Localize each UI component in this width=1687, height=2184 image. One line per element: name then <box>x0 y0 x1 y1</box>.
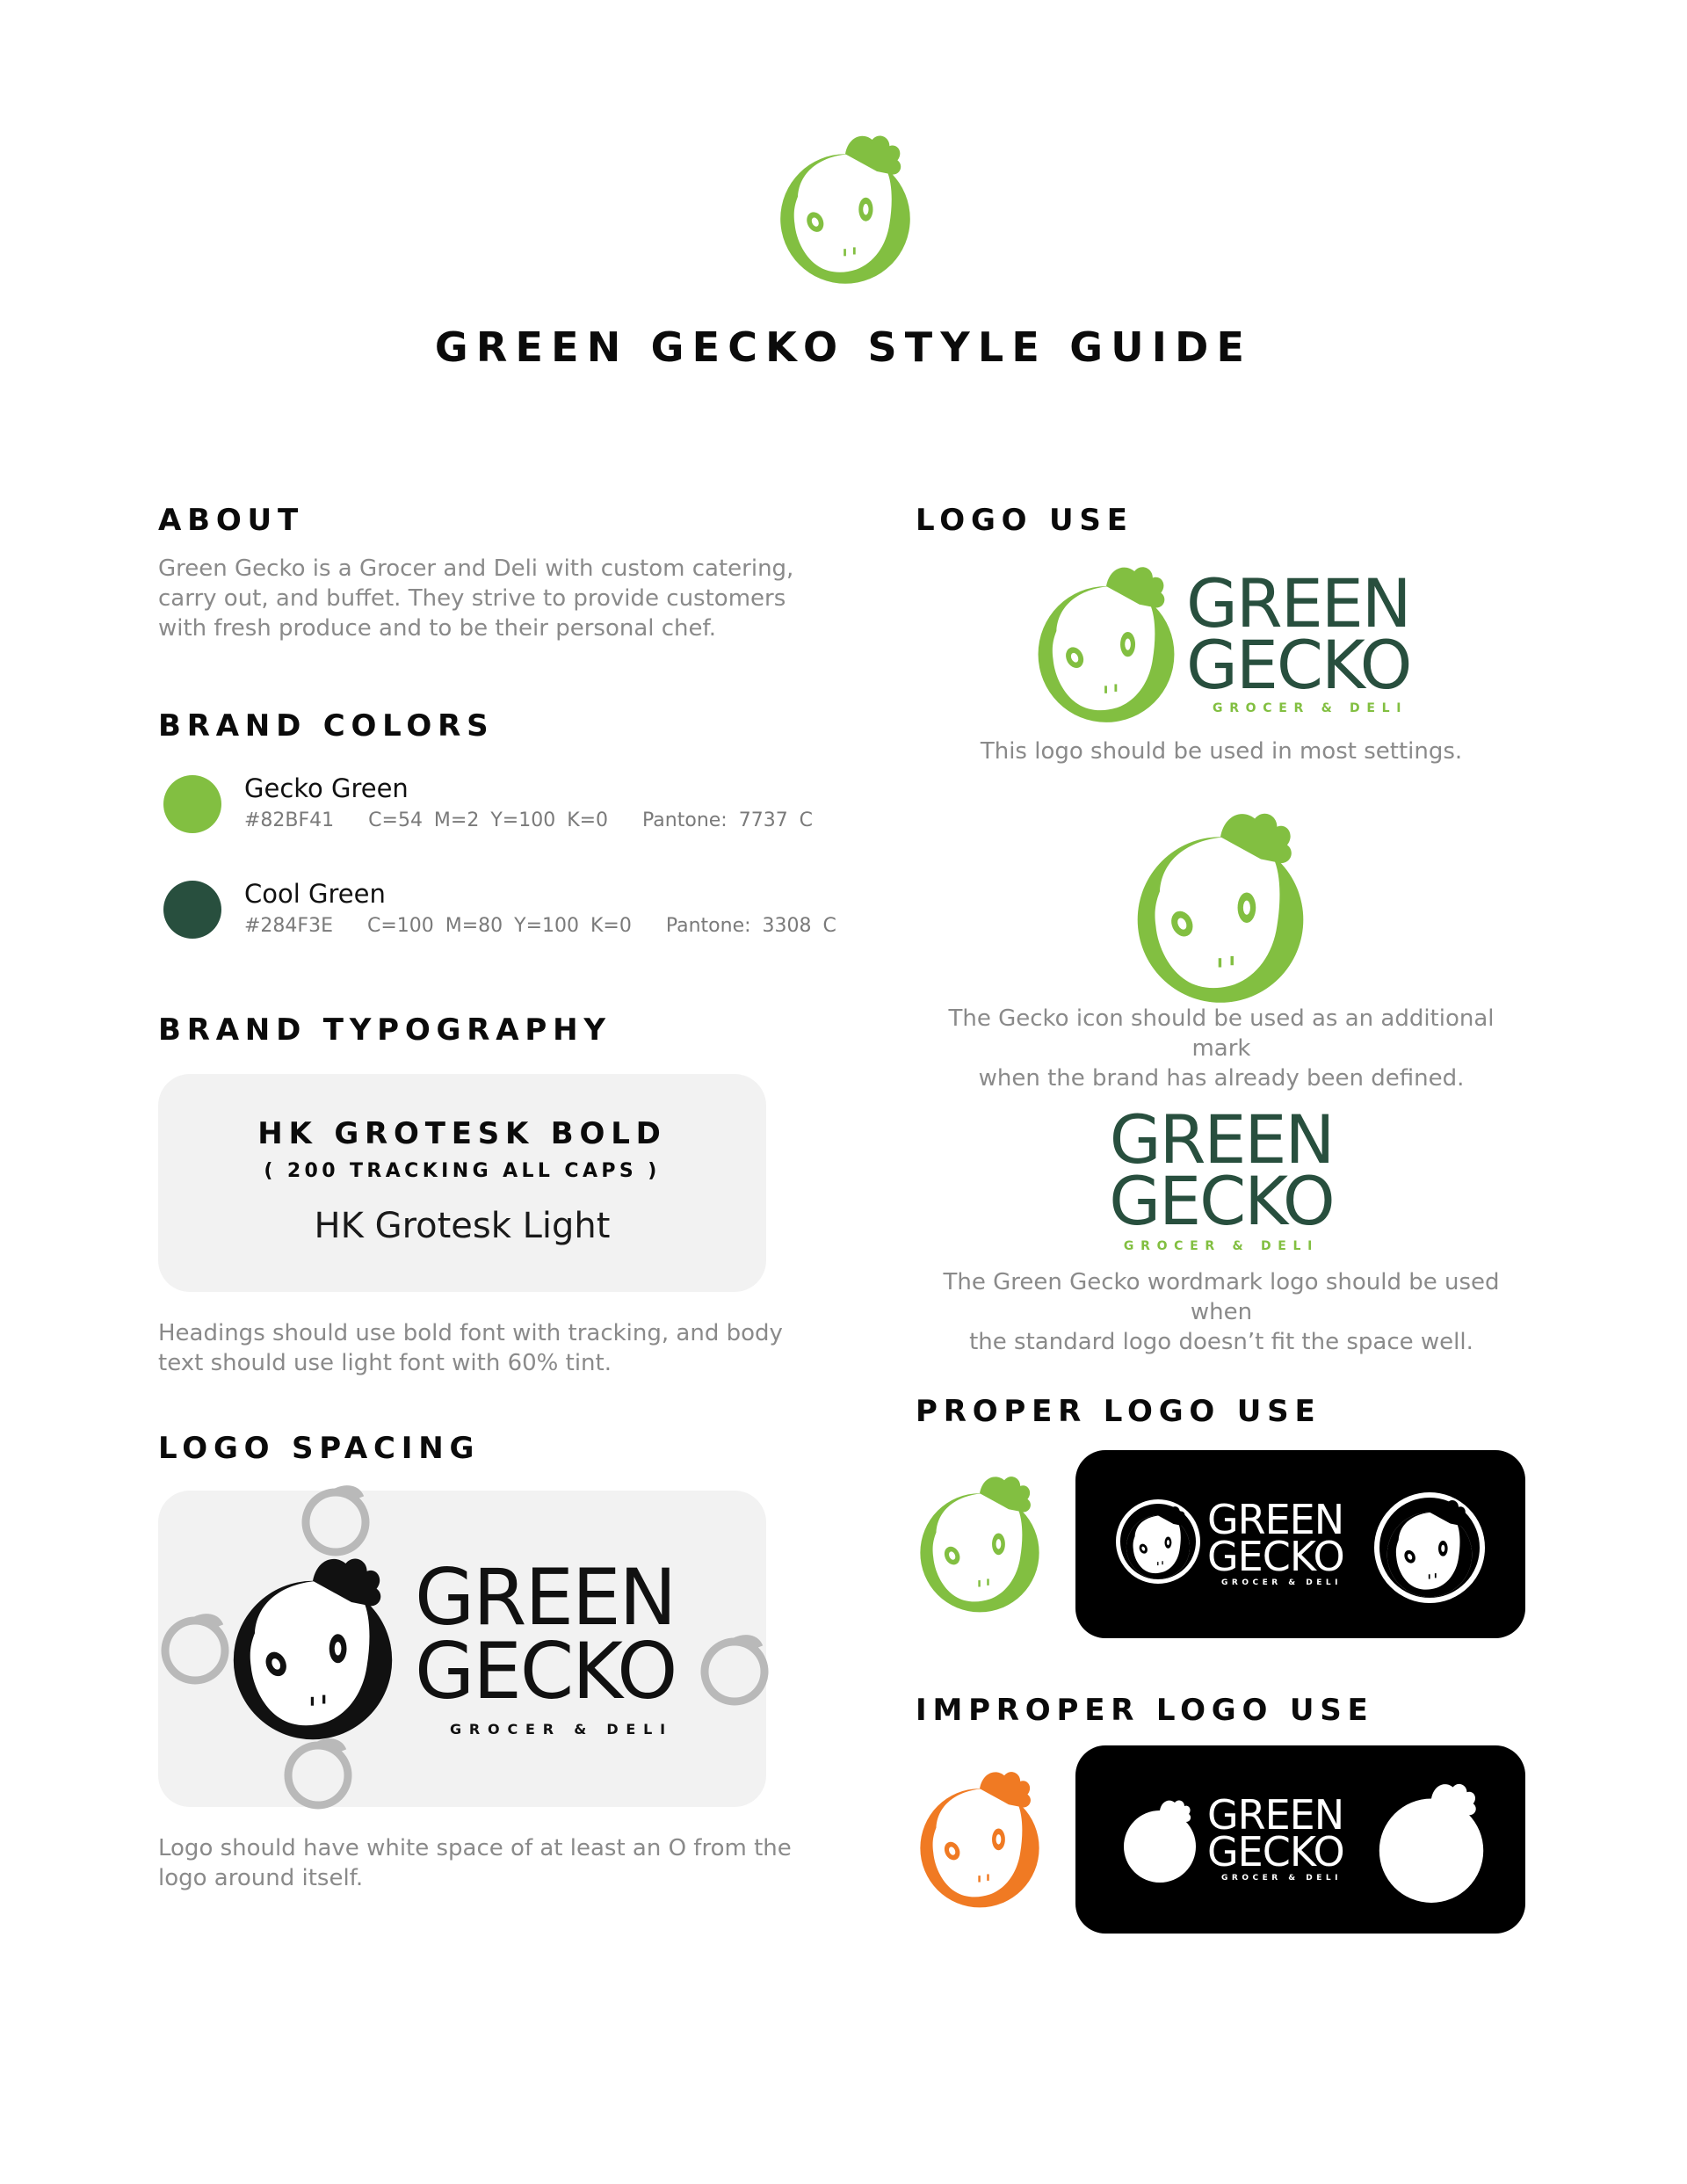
white-wordmark-tagline: GROCER & DELI <box>1221 1874 1342 1883</box>
wordmark-only-green: GREEN <box>1109 1100 1334 1179</box>
typography-caption: Headings should use bold font with tracking, and body text should use light font with 60% tint. <box>158 1320 783 1376</box>
gecko-icon <box>1374 1781 1488 1908</box>
cool-green-spec: #284F3E C=100 M=80 Y=100 K=0 Pantone: 3308 C <box>244 915 836 937</box>
logo-spacing-caption: Logo should have white space of at least an O from the logo around itself. <box>158 1835 792 1891</box>
primary-logo-caption: This logo should be used in most settings. <box>980 738 1463 765</box>
wordmark-green: GREEN <box>415 1552 676 1643</box>
gecko-icon <box>1383 1498 1476 1601</box>
gecko-green-name: Gecko Green <box>244 773 409 803</box>
o-ring-icon <box>281 1738 355 1812</box>
light-font-sample: HK Grotesk Light <box>314 1206 611 1246</box>
improper-logo-use-heading: IMPROPER LOGO USE <box>916 1693 1374 1728</box>
gecko-icon <box>914 1473 1046 1618</box>
about-heading: ABOUT <box>158 503 304 538</box>
wordmark-only-gecko: GECKO <box>1109 1162 1334 1240</box>
logo-use-heading: LOGO USE <box>916 503 1133 538</box>
gecko-icon <box>914 1768 1046 1913</box>
primary-wordmark-gecko: GECKO <box>1186 626 1411 704</box>
page-title: GREEN GECKO STYLE GUIDE <box>434 323 1253 371</box>
wordmark-gecko: GECKO <box>415 1626 677 1716</box>
white-wordmark-green: GREEN <box>1207 1791 1344 1839</box>
o-ring-icon <box>299 1485 373 1559</box>
o-ring-icon <box>158 1614 232 1687</box>
brand-typography-heading: BRAND TYPOGRAPHY <box>158 1012 612 1048</box>
gecko-green-spec: #82BF41 C=54 M=2 Y=100 K=0 Pantone: 7737 C <box>244 809 814 831</box>
primary-wordmark-tagline: GROCER & DELI <box>1213 701 1408 715</box>
improper-use-dark-panel <box>1075 1745 1525 1934</box>
white-wordmark-gecko: GECKO <box>1207 1828 1344 1876</box>
brand-colors-heading: BRAND COLORS <box>158 708 495 744</box>
proper-use-dark-panel <box>1075 1450 1525 1638</box>
bold-font-sample: HK GROTESK BOLD <box>257 1116 667 1151</box>
typography-sample-panel <box>158 1074 766 1292</box>
gecko-icon <box>1128 809 1313 1011</box>
gecko-icon <box>1032 562 1181 729</box>
wordmark-caption: The Green Gecko wordmark logo should be used when the standard logo doesn’t fit the space well. <box>943 1269 1500 1355</box>
gecko-icon <box>766 132 924 290</box>
white-wordmark-gecko: GECKO <box>1207 1533 1344 1580</box>
white-wordmark-tagline: GROCER & DELI <box>1221 1578 1342 1587</box>
gecko-green-swatch <box>163 775 221 833</box>
wordmark-only-tagline: GROCER & DELI <box>1123 1239 1320 1253</box>
about-text: Green Gecko is a Grocer and Deli with custom catering, carry out, and buffet. They strive to provide customers with fresh produce and to be their personal chef. <box>158 555 794 642</box>
o-ring-icon <box>698 1635 771 1709</box>
logo-spacing-heading: LOGO SPACING <box>158 1431 481 1466</box>
gecko-icon <box>1119 1798 1200 1886</box>
white-wordmark-green: GREEN <box>1207 1496 1344 1543</box>
gecko-icon <box>1123 1505 1193 1582</box>
proper-logo-use-heading: PROPER LOGO USE <box>916 1394 1321 1429</box>
primary-wordmark-green: GREEN <box>1186 564 1410 642</box>
tracking-note: ( 200 TRACKING ALL CAPS ) <box>264 1160 661 1182</box>
logo-spacing-panel <box>158 1491 766 1807</box>
gecko-icon <box>225 1554 401 1747</box>
icon-caption: The Gecko icon should be used as an additional mark when the brand has already been defined. <box>948 1005 1495 1092</box>
wordmark-tagline: GROCER & DELI <box>450 1721 673 1738</box>
cool-green-swatch <box>163 881 221 939</box>
cool-green-name: Cool Green <box>244 879 386 909</box>
